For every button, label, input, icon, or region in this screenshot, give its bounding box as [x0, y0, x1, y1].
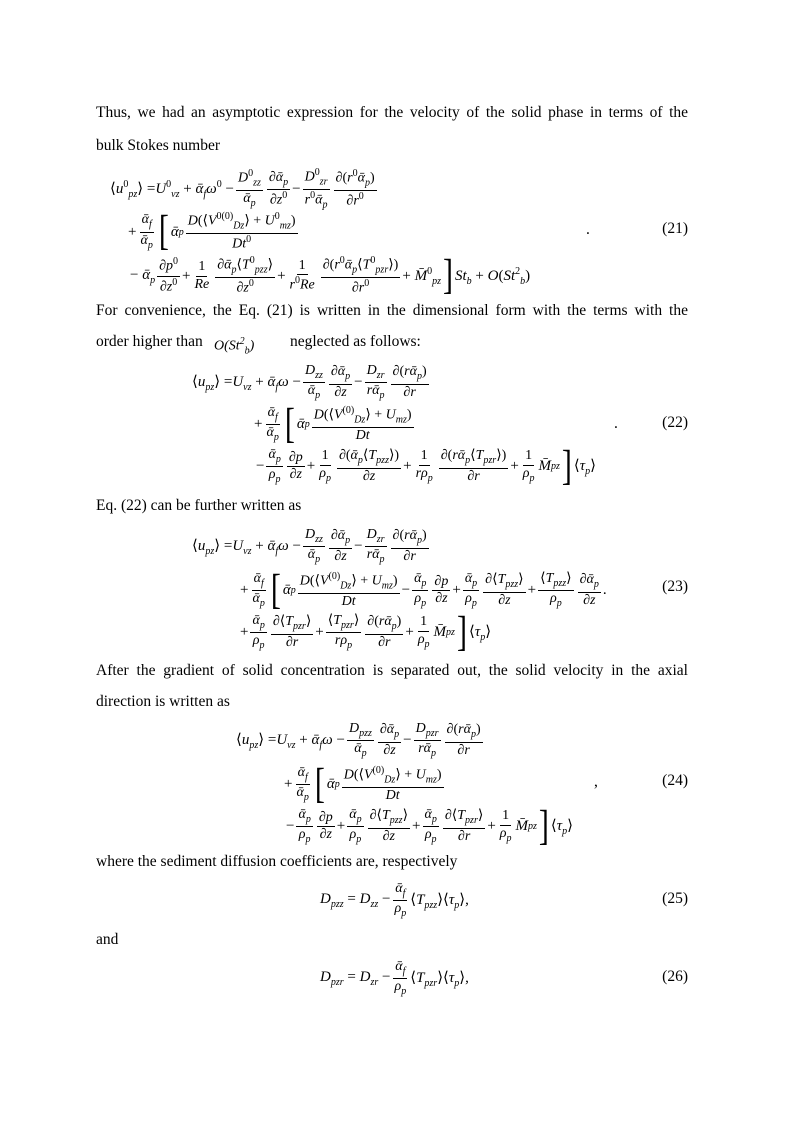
- paragraph-intro-line2: bulk Stokes number: [96, 137, 220, 154]
- paragraph-gradient-line1: After the gradient of solid concentration is separated out, the solid velocity in the axial: [96, 662, 688, 679]
- paragraph-convenience-line2-b: neglected as follows:: [290, 333, 421, 350]
- paragraph-diffusion: where the sediment diffusion coefficients are, respectively: [96, 853, 458, 870]
- paragraph-gradient-line2: direction is written as: [96, 693, 230, 710]
- inline-order-term: $O(St^2_b)$: [214, 336, 255, 357]
- paragraph-and: and: [96, 931, 119, 948]
- paper-page: Thus, we had an asymptotic expression for the velocity of the solid phase in terms of the bulk Stokes number $⟨u^0_{pz}⟩ =U^0_{vz}$ + $ᾱ_f\omega^0$ − $\frac{D^0_{zz}}{ᾱ_p}$ $\frac{\partial ᾱ_p}{\partial z^0}$ − $\frac{D^0_{zr}}{r^0ᾱ_p}$ $\frac{\partial(r^0ᾱ_p)}{\partial r^0}$ + $\frac{ᾱ_f}{ᾱ_p}$ [ ᾱ p $\frac{D(⟨V^{0(0)}_{Dz}⟩ + U^0_{mz})}{Dt^0}$ − ᾱ$_p$ $\frac{\partial p^0}{\partial z^0}$ + $\frac{1}{Re}$ $\frac{\partial ᾱ_p⟨T^0_{pzz}⟩}{\partial z^0}$ + $\frac{1}{r^0Re}$ $\frac{\partial(r^0ᾱ_p⟨T^0_{pzr}⟩)}{\partial r^0}$ + M̄$^0_{pz}$ ] $St_b + O(St^2_b)$ . (21) For convenience, the Eq. (21) is written in the dimensional form with the terms with the order higher than $O(St^2_b)$ neglected as follows: $⟨u_{pz}⟩ =U_{vz}$ + ᾱ$_f$ω − $\frac{D_{zz}}{ᾱ_p}$ $\frac{\partial ᾱ_p}{\partial z}$ − $\frac{D_{zr}}{rᾱ_p}$ $\frac{\partial(rᾱ_p)}{\partial r}$ + $\frac{ᾱ_f}{ᾱ_p}$ [ ᾱ p $\frac{D(⟨V^{(0)}_{Dz}⟩ + U_{mz})}{Dt}$ − $\frac{ᾱ_p}{\rho_p}$ $\frac{\partial p}{\partial z}$ + $\frac{1}{\rho_p}$ $\frac{\partial(ᾱ_p⟨T_{pzz}⟩)}{\partial z}$ + $\frac{1}{r\rho_p}$ $\frac{\partial(rᾱ_p⟨T_{pzr}⟩)}{\partial r}$ + $\frac{1}{\rho_p}$ M̄ pz ] $⟨\tau_p⟩$ . (22) Eq. (22) can be further written as $⟨u_{pz}⟩ =U_{vz}$ + ᾱ$_f$ω − $\frac{D_{zz}}{ᾱ_p}$ $\frac{\partial ᾱ_p}{\partial z}$ − $\frac{D_{zr}}{rᾱ_p}$ $\frac{\partial(rᾱ_p)}{\partial r}$ + $\frac{ᾱ_f}{ᾱ_p}$ [ ᾱ p $\frac{D(⟨V^{(0)}_{Dz}⟩ + U_{mz})}{Dt}$ − $\frac{ᾱ_p}{\rho_p}$ $\frac{\partial p}{\partial z}$ + $\frac{ᾱ_p}{\rho_p}$ $\frac{\partial⟨T_{pzz}⟩}{\partial z}$ + $\frac{⟨T_{pzz}⟩}{\rho_p}$ $\frac{\partial ᾱ_p}{\partial z}$ . + $\frac{ᾱ_p}{\rho_p}$ $\frac{\partial⟨T_{pzr}⟩}{\partial r}$ + $\frac{⟨T_{pzr}⟩}{r\rho_p}$ $\frac{\partial(rᾱ_p)}{\partial r}$ + $\frac{1}{\rho_p}$ M̄ pz ] $⟨\tau_p⟩$ (23) After the gradient of solid concentration is separated out, the solid velocity in the axial direction is written as $⟨u_{pz}⟩ =U_{vz}$ + ᾱ$_f$ω − $\frac{D_{pzz}}{ᾱ_p}$ $\frac{\partial ᾱ_p}{\partial z}$ − $\frac{D_{pzr}}{rᾱ_p}$ $\frac{\partial(rᾱ_p)}{\partial r}$ + $\frac{ᾱ_f}{ᾱ_p}$ [ ᾱ p $\frac{D(⟨V^{(0)}_{Dz}⟩ + U_{mz})}{Dt}$ − $\frac{ᾱ_p}{\rho_p}$ $\frac{\partial p}{\partial z}$ + $\frac{ᾱ_p}{\rho_p}$ $\frac{\partial⟨T_{pzz}⟩}{\partial z}$ + $\frac{ᾱ_p}{\rho_p}$ $\frac{\partial⟨T_{pzr}⟩}{\partial r}$ + $\frac{1}{\rho_p}$ M̄ pz ] $⟨\tau_p⟩$ , (24) where the sediment diffusion coefficients are, respectively $D_{pzz} = D_{zz}$ − $\frac{ᾱ_f}{\rho_p}$ $⟨T_{pzz}⟩⟨\tau_p⟩$, (25) and $D_{pzr} = D_{zr}$ − $\frac{ᾱ_f}{\rho_p}$ $⟨T_{pzr}⟩⟨\tau_p⟩$, (26): [0, 0, 793, 1122]
- equation-number-24: (24): [662, 772, 688, 789]
- paragraph-further: Eq. (22) can be further written as: [96, 497, 302, 514]
- equation-number-22: (22): [662, 414, 688, 431]
- equation-number-26: (26): [662, 968, 688, 985]
- equation-number-23: (23): [662, 578, 688, 595]
- paragraph-convenience-line2-a: order higher than: [96, 333, 203, 350]
- equation-number-21: (21): [662, 220, 688, 237]
- paragraph-intro-line1: Thus, we had an asymptotic expression for the velocity of the solid phase in terms of the: [96, 104, 688, 121]
- equation-number-25: (25): [662, 890, 688, 907]
- paragraph-convenience-line1: For convenience, the Eq. (21) is written in the dimensional form with the terms with the: [96, 302, 688, 319]
